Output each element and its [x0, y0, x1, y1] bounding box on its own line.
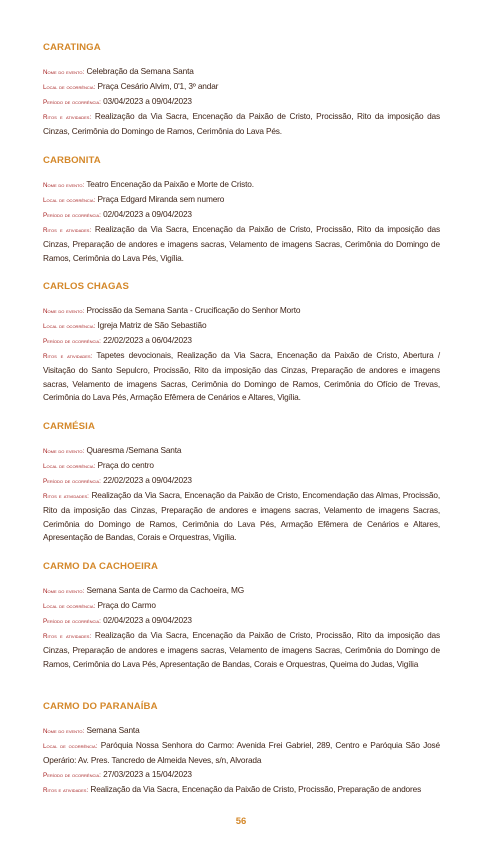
rites-row	[43, 223, 440, 266]
rites-label: Ritos e atividades:	[43, 352, 93, 360]
rites-label: Ritos e atividades:	[43, 226, 92, 234]
event-name-label: Nome do evento:	[43, 588, 85, 595]
location-value: Praça do Carmo	[97, 599, 156, 610]
location-value: Paróquia Nossa Senhora do Carmo: Avenida Frei Gabriel, 289, Centro e Paróquia São José Operário: Av. Pres. Tancredo de Almeida Neves, s/n, Alvorada	[43, 739, 440, 765]
page-number: 56	[235, 816, 247, 827]
location-value: Praça do centro	[97, 459, 154, 470]
event-name-value: Celebração da Semana Santa	[86, 66, 194, 76]
location-label: Local de ocorrência:	[43, 602, 96, 610]
location-row	[43, 319, 440, 334]
period-row	[43, 334, 440, 349]
event-name-value: Teatro Encenação da Paixão e Morte de Cristo.	[86, 179, 254, 189]
period-value: 22/02/2023 a 06/04/2023	[103, 334, 192, 345]
event-name-row	[43, 444, 440, 459]
location-value: Praça Edgard Miranda sem numero	[97, 193, 225, 204]
event-name-row	[43, 304, 440, 319]
location-label: Local de ocorrência:	[43, 462, 96, 470]
event-name-label: Nome do evento:	[43, 728, 85, 735]
location-label: Local de ocorrência:	[43, 83, 96, 91]
period-row	[43, 474, 440, 489]
event-name-value: Procissão da Semana Santa - Crucificação do Senhor Morto	[86, 305, 301, 315]
period-label: Período de ocorrência:	[43, 771, 101, 779]
period-value: 03/04/2023 a 09/04/2023	[103, 95, 192, 106]
period-label: Período de ocorrência:	[43, 337, 101, 345]
event-name-label: Nome do evento:	[43, 448, 85, 455]
city-section	[43, 421, 440, 545]
location-value: Praça Cesário Alvim, 0'1, 3º andar	[97, 80, 219, 91]
period-value: 22/02/2023 a 09/04/2023	[103, 474, 192, 485]
city-heading: CARLOS CHAGAS	[43, 281, 130, 292]
period-row	[43, 95, 440, 110]
location-label: Local de ocorrência:	[43, 742, 98, 750]
event-name-row	[43, 724, 440, 739]
city-section	[43, 42, 440, 139]
location-row	[43, 80, 440, 95]
period-value: 27/03/2023 a 15/04/2023	[103, 768, 192, 779]
location-label: Local de ocorrência:	[43, 322, 96, 330]
city-section	[43, 155, 440, 265]
period-label: Período de ocorrência:	[43, 98, 101, 106]
city-heading: CARBONITA	[43, 155, 101, 166]
city-heading: CARATINGA	[43, 42, 101, 53]
period-row	[43, 768, 440, 783]
event-name-label: Nome do evento:	[43, 182, 85, 189]
event-name-label: Nome do evento:	[43, 69, 85, 76]
rites-value: Realização da Via Sacra, Encenação da Paixão de Cristo, Encomendação das Almas, Procissão, Rito da imposição das Cinzas, Preparação de andores e imagens sacras, Velamento de imagens Sacras, Cerimônia do Domingo de Ramos, Cerimônia do Lava Pés, Armação Efêmera de Cenários e Altares, Apresentação de Bandas, Corais e Orquestras, Vigília.	[43, 489, 440, 543]
period-value: 02/04/2023 a 09/04/2023	[103, 208, 192, 219]
city-heading: CARMO DA CACHOEIRA	[43, 561, 158, 572]
location-row	[43, 193, 440, 208]
event-name-value: Semana Santa de Carmo da Cachoeira, MG	[86, 585, 245, 595]
rites-row	[43, 629, 440, 672]
event-name-label: Nome do evento:	[43, 308, 85, 315]
period-row	[43, 614, 440, 629]
event-name-value: Quaresma /Semana Santa	[86, 445, 182, 455]
rites-row	[43, 783, 440, 798]
event-name-row	[43, 65, 440, 80]
rites-label: Ritos e atividades:	[43, 492, 89, 500]
city-heading: CARMO DO PARANAÍBA	[43, 701, 158, 712]
event-name-value: Semana Santa	[86, 725, 140, 735]
rites-value: Realização da Via Sacra, Encenação da Paixão de Cristo, Procissão, Preparação de andores	[90, 783, 422, 794]
rites-row	[43, 489, 440, 546]
event-name-row	[43, 178, 440, 193]
location-label: Local de ocorrência:	[43, 196, 96, 204]
city-heading: CARMÉSIA	[43, 421, 95, 432]
rites-value: Realização da Via Sacra, Encenação da Paixão de Cristo, Procissão, Rito da imposição das Cinzas, Cerimônia do Domingo de Ramos, Cerimônia do Lava Pés.	[43, 110, 440, 136]
period-label: Período de ocorrência:	[43, 211, 101, 219]
rites-value: Realização da Via Sacra, Encenação da Paixão de Cristo, Procissão, Rito da imposição das Cinzas, Preparação de andores e imagens sacras, Velamento de imagens Sacras, Cerimônia do Domingo de Ramos, Cerimônia do Lava Pés, Apresentação de Bandas, Corais e Orquestras, Queima do Judas, Vigília	[43, 629, 440, 669]
rites-value: Tapetes devocionais, Realização da Via Sacra, Encenação da Paixão de Cristo, Abertura / Visitação do Santo Sepulcro, Procissão, Rito da imposição das Cinzas, Preparação de andores e imagens sacras, Velamento de imagens Sacras, Cerimônia do Domingo de Ramos, Cerimônia do Ofício de Trevas, Cerimônia do Lava Pés, Armação Efêmera de Cenários e Altares, Vigília.	[43, 349, 441, 403]
period-label: Período de ocorrência:	[43, 617, 101, 625]
period-value: 02/04/2023 a 09/04/2023	[103, 614, 192, 625]
rites-value: Realização da Via Sacra, Encenação da Paixão de Cristo, Procissão, Rito da imposição das Cinzas, Preparação de andores e imagens sacras, Velamento de imagens Sacras, Cerimônia do Domingo de Ramos, Cerimônia do Lava Pés, Vigília.	[43, 223, 440, 263]
period-row	[43, 208, 440, 223]
location-value: Igreja Matriz de São Sebastião	[97, 319, 207, 330]
rites-label: Ritos e atividades:	[43, 786, 89, 794]
city-section	[43, 281, 440, 405]
rites-label: Ritos e atividades:	[43, 113, 92, 121]
location-row	[43, 739, 440, 768]
rites-row	[43, 110, 440, 139]
location-row	[43, 459, 440, 474]
city-section	[43, 561, 440, 671]
period-label: Período de ocorrência:	[43, 477, 101, 485]
city-section	[43, 701, 440, 798]
location-row	[43, 599, 440, 614]
rites-row	[43, 349, 440, 406]
rites-label: Ritos e atividades:	[43, 632, 92, 640]
event-name-row	[43, 584, 440, 599]
